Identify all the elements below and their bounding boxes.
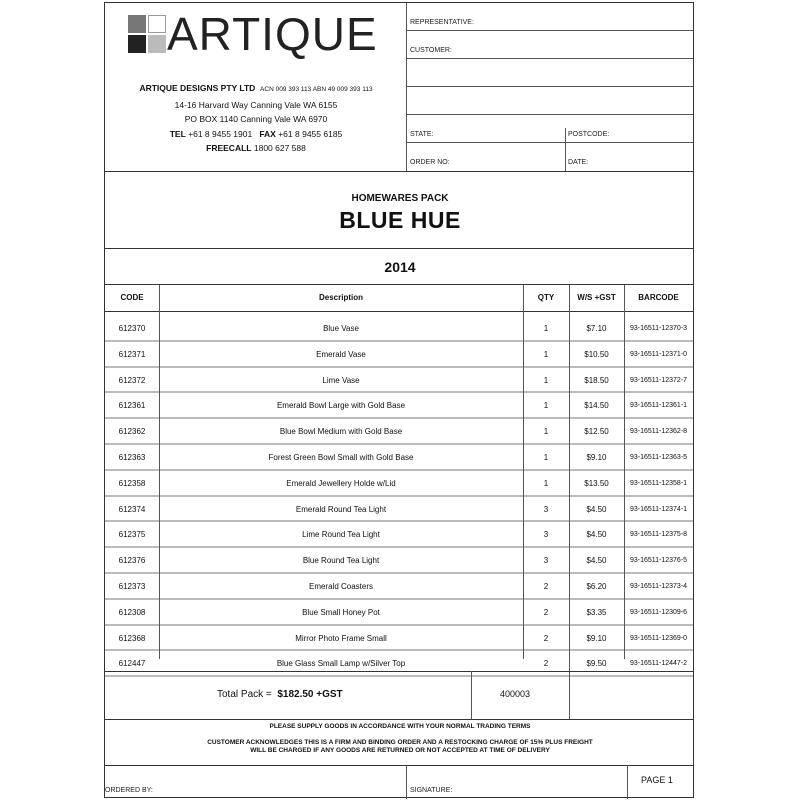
barcode-cell: 93-16511-12361-1 bbox=[629, 402, 688, 410]
qty-cell: 1 bbox=[543, 375, 549, 385]
table-row bbox=[105, 393, 693, 418]
field-rule bbox=[406, 30, 693, 31]
section-rule bbox=[105, 311, 693, 312]
company-info bbox=[105, 81, 407, 156]
code-cell: 612361 bbox=[118, 401, 146, 411]
price-cell: $12.50 bbox=[584, 427, 609, 437]
date-field[interactable]: DATE: bbox=[568, 159, 589, 166]
qty-cell: 1 bbox=[543, 349, 549, 359]
table-row bbox=[105, 316, 693, 341]
table-row bbox=[105, 522, 693, 547]
column-divider bbox=[523, 285, 524, 659]
pack-subtitle: HOMEWARES PACK bbox=[351, 193, 449, 204]
price-cell: $14.50 bbox=[584, 401, 609, 411]
description-cell: Forest Green Bowl Small with Gold Base bbox=[268, 453, 414, 462]
fax-value: +61 8 9455 6185 bbox=[278, 128, 343, 139]
barcode-cell: 93-16511-12374-1 bbox=[629, 505, 688, 513]
total-pack bbox=[217, 689, 343, 700]
footer-divider bbox=[406, 765, 407, 799]
table-row bbox=[105, 419, 693, 444]
code-cell: 612371 bbox=[118, 349, 146, 359]
code-cell: 612376 bbox=[118, 556, 146, 566]
qty-cell: 2 bbox=[543, 607, 549, 617]
price-cell: $3.35 bbox=[586, 607, 607, 617]
description-cell: Blue Round Tea Light bbox=[302, 556, 380, 566]
field-rule bbox=[406, 58, 693, 59]
table-row bbox=[105, 445, 693, 470]
total-label: Total Pack = bbox=[217, 689, 272, 700]
code-cell: 612372 bbox=[118, 375, 146, 385]
brand-logo: ARTIQUE bbox=[167, 8, 378, 60]
description-cell: Emerald Bowl Large with Gold Base bbox=[276, 401, 406, 411]
code-cell: 612363 bbox=[118, 453, 146, 462]
code-cell: 612362 bbox=[118, 427, 146, 437]
qty-cell: 1 bbox=[543, 427, 549, 437]
barcode-cell: 93-16511-12372-7 bbox=[629, 376, 688, 384]
table-row bbox=[105, 626, 693, 651]
code-cell: 612368 bbox=[118, 633, 146, 643]
qty-cell: 2 bbox=[543, 582, 549, 591]
signature-field[interactable]: SIGNATURE: bbox=[410, 787, 453, 794]
customer-field[interactable]: CUSTOMER: bbox=[410, 47, 452, 54]
header-description: Description bbox=[318, 293, 363, 302]
price-cell: $7.10 bbox=[586, 324, 607, 333]
pack-code: 400003 bbox=[500, 689, 531, 699]
description-cell: Emerald Vase bbox=[316, 349, 366, 359]
order-no-field[interactable]: ORDER NO: bbox=[410, 159, 450, 166]
qty-cell: 3 bbox=[543, 556, 549, 566]
qty-cell: 1 bbox=[543, 453, 549, 462]
barcode-cell: 93-16511-12362-8 bbox=[629, 428, 688, 436]
column-divider bbox=[471, 671, 472, 719]
price-cell: $6.20 bbox=[586, 582, 607, 591]
header-price: W/S +GST bbox=[577, 293, 616, 302]
price-cell: $9.50 bbox=[586, 659, 607, 669]
description-cell: Blue Vase bbox=[323, 324, 359, 333]
code-cell: 612447 bbox=[118, 659, 146, 669]
ordered-by-field[interactable]: ORDERED BY: bbox=[105, 787, 153, 794]
row-divider bbox=[105, 675, 693, 677]
code-cell: 612370 bbox=[118, 324, 146, 333]
terms-line-2: CUSTOMER ACKNOWLEDGES THIS IS A FIRM AND BINDING ORDER AND A RESTOCKING CHARGE OF 15% PLUS FREIGHT bbox=[207, 739, 593, 746]
price-cell: $9.10 bbox=[586, 453, 607, 462]
price-cell: $18.50 bbox=[584, 375, 609, 385]
logo-mark-icon bbox=[128, 15, 166, 53]
pack-title: BLUE HUE bbox=[339, 207, 461, 233]
header-barcode: BARCODE bbox=[638, 293, 679, 302]
qty-cell: 1 bbox=[543, 401, 549, 411]
price-cell: $4.50 bbox=[586, 556, 607, 566]
field-rule bbox=[406, 86, 693, 87]
price-cell: $4.50 bbox=[586, 504, 607, 514]
code-cell: 612308 bbox=[118, 607, 146, 617]
barcode-cell: 93-16511-12363-5 bbox=[629, 454, 688, 461]
order-form bbox=[104, 2, 694, 798]
address-line-1: 14-16 Harvard Way Canning Vale WA 6155 bbox=[174, 99, 338, 110]
barcode-cell: 93-16511-12358-1 bbox=[629, 479, 688, 487]
column-divider bbox=[624, 285, 625, 659]
header-code: CODE bbox=[120, 293, 144, 302]
barcode-cell: 93-16511-12369-0 bbox=[629, 634, 688, 642]
table-row bbox=[105, 368, 693, 393]
footer-divider bbox=[627, 765, 628, 799]
field-rule bbox=[406, 114, 693, 115]
terms-line-3: WILL BE CHARGED IF ANY GOODS ARE RETURNED OR NOT ACCEPTED AT TIME OF DELIVERY bbox=[250, 747, 550, 754]
qty-cell: 3 bbox=[543, 530, 549, 540]
description-cell: Emerald Round Tea Light bbox=[295, 504, 387, 514]
code-cell: 612374 bbox=[118, 504, 146, 514]
fax-label: FAX bbox=[259, 128, 276, 139]
column-divider bbox=[159, 285, 160, 659]
table-header-row bbox=[105, 285, 693, 310]
table-row bbox=[105, 342, 693, 367]
barcode-cell: 93-16511-12375-8 bbox=[629, 531, 688, 539]
description-cell: Blue Glass Small Lamp w/Silver Top bbox=[276, 659, 406, 669]
tel-value: +61 8 9455 1901 bbox=[188, 128, 253, 139]
representative-field[interactable]: REPRESENTATIVE: bbox=[410, 19, 474, 26]
table-row bbox=[105, 548, 693, 573]
field-divider bbox=[565, 128, 566, 171]
section-rule bbox=[105, 719, 693, 720]
barcode-cell: 93-16511-12309-6 bbox=[629, 608, 688, 616]
description-cell: Emerald Coasters bbox=[308, 582, 374, 591]
description-cell: Blue Small Honey Pot bbox=[302, 607, 380, 617]
pack-year: 2014 bbox=[384, 259, 416, 275]
description-cell: Mirror Photo Frame Small bbox=[295, 633, 387, 643]
code-cell: 612358 bbox=[118, 478, 146, 488]
barcode-cell: 93-16511-12447-2 bbox=[629, 660, 688, 668]
qty-cell: 1 bbox=[543, 478, 549, 488]
freecall-value: 1800 627 588 bbox=[253, 143, 306, 153]
field-rule bbox=[406, 142, 693, 143]
header-divider bbox=[406, 3, 407, 171]
company-name: ARTIQUE DESIGNS PTY LTD bbox=[139, 83, 256, 93]
barcode-cell: 93-16511-12376-5 bbox=[629, 557, 688, 565]
freecall-label: FREECALL bbox=[206, 143, 252, 153]
code-cell: 612373 bbox=[118, 582, 146, 591]
section-rule bbox=[105, 248, 693, 249]
description-cell: Lime Round Tea Light bbox=[302, 530, 380, 540]
table-row bbox=[105, 574, 693, 599]
price-cell: $9.10 bbox=[586, 633, 607, 643]
postcode-field[interactable]: POSTCODE: bbox=[568, 131, 610, 138]
qty-cell: 1 bbox=[543, 324, 549, 333]
description-cell: Blue Bowl Medium with Gold Base bbox=[279, 427, 403, 437]
table-row bbox=[105, 497, 693, 522]
price-cell: $10.50 bbox=[584, 349, 609, 359]
qty-cell: 3 bbox=[543, 504, 549, 514]
section-rule bbox=[105, 765, 693, 766]
total-amount: $182.50 +GST bbox=[277, 689, 343, 700]
tel-label: TEL bbox=[169, 128, 186, 139]
barcode-cell: 93-16511-12370-3 bbox=[629, 325, 688, 332]
price-cell: $13.50 bbox=[584, 478, 609, 488]
description-cell: Lime Vase bbox=[322, 375, 360, 385]
code-cell: 612375 bbox=[118, 530, 146, 540]
price-cell: $4.50 bbox=[586, 530, 607, 540]
column-divider bbox=[569, 285, 570, 719]
page-number: PAGE 1 bbox=[641, 775, 673, 785]
state-field[interactable]: STATE: bbox=[410, 131, 434, 138]
barcode-cell: 93-16511-12373-4 bbox=[629, 583, 688, 590]
section-rule bbox=[105, 171, 693, 172]
table-row bbox=[105, 600, 693, 625]
barcode-cell: 93-16511-12371-0 bbox=[629, 350, 688, 358]
terms-line-1: PLEASE SUPPLY GOODS IN ACCORDANCE WITH YOUR NORMAL TRADING TERMS bbox=[269, 723, 531, 730]
qty-cell: 2 bbox=[543, 633, 549, 643]
qty-cell: 2 bbox=[543, 659, 549, 669]
section-rule bbox=[105, 671, 693, 672]
table-row bbox=[105, 651, 693, 676]
header-qty: QTY bbox=[537, 293, 555, 302]
table-row bbox=[105, 471, 693, 496]
description-cell: Emerald Jewellery Holde w/Lid bbox=[286, 478, 396, 488]
address-line-2: PO BOX 1140 Canning Vale WA 6970 bbox=[184, 114, 328, 124]
company-ids: ACN 009 393 113 ABN 49 009 393 113 bbox=[260, 86, 373, 93]
